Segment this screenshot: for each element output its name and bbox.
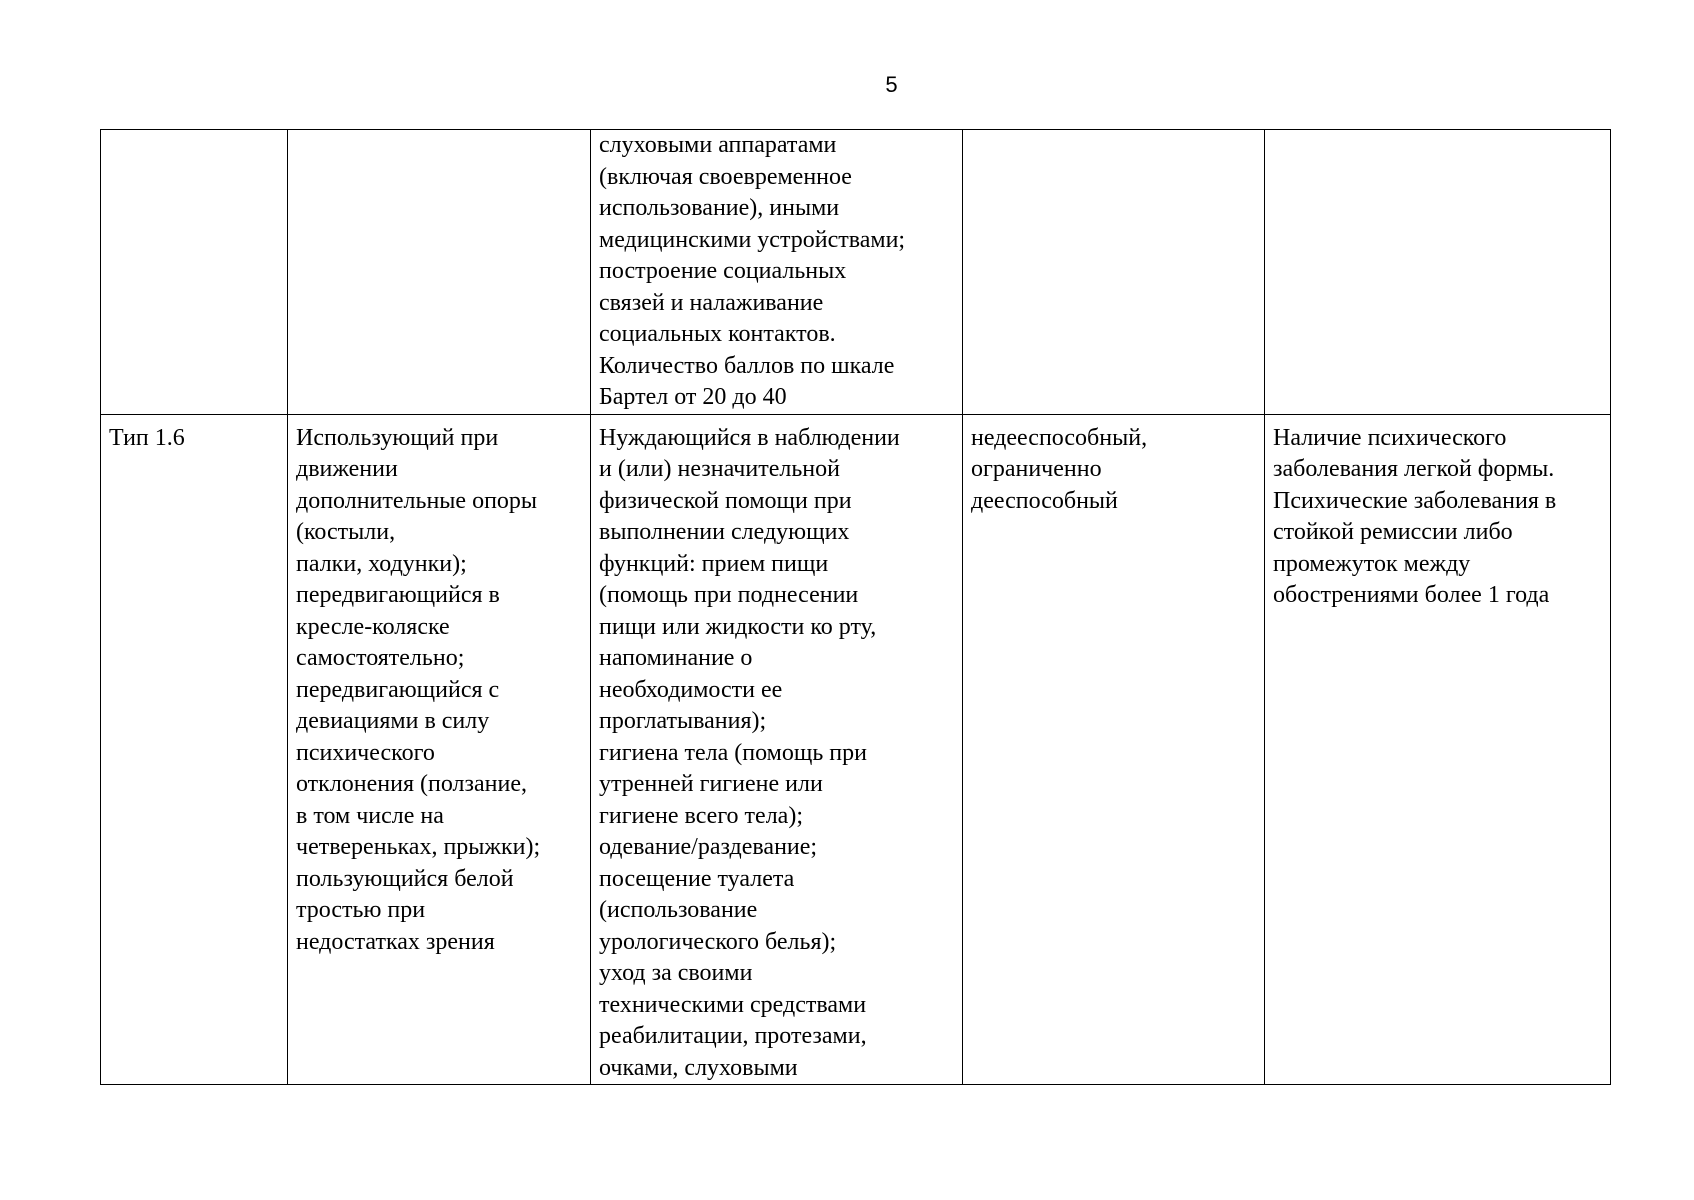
table-row-type-1-6: [101, 414, 1611, 1085]
page-number: 5: [885, 72, 898, 97]
table-row-continued: [101, 130, 1611, 415]
cell-type: [101, 130, 288, 415]
cell-type: Тип 1.6: [101, 414, 288, 1085]
cell-mental: Наличие психического заболевания легкой формы. Психические заболевания в стойкой ремиссии либо промежуток между обострениями более 1 года: [1265, 414, 1611, 1085]
cell-needs: Нуждающийся в наблюдении и (или) незначительной физической помощи при выполнении следующих функций: прием пищи (помощь при поднесении пищи или жидкости ко рту, напоминание о необходимости ее проглатывания); гигиена тела (помощь при утренней гигиене или гигиене всего тела); одевание/раздевание; посещение туалета (использование урологического белья); уход за своими техническими средствами реабилитации, протезами, очками, слуховыми: [591, 414, 963, 1085]
classification-table: [100, 129, 1611, 1085]
cell-mental: [1265, 130, 1611, 415]
cell-needs: слуховыми аппаратами (включая своевременное использование), иными медицинскими устройствами; построение социальных связей и налаживание социальных контактов. Количество баллов по шкале Бартел от 20 до 40: [591, 130, 963, 415]
cell-capacity: недееспособный, ограниченно дееспособный: [963, 414, 1265, 1085]
cell-capacity: [963, 130, 1265, 415]
cell-movement: [288, 130, 591, 415]
cell-movement: Использующий при движении дополнительные опоры (костыли, палки, ходунки); передвигающийся в кресле-коляске самостоятельно; передвигающийся с девиациями в силу психического отклонения (ползание, в том числе на четвереньках, прыжки); пользующийся белой тростью при недостатках зрения: [288, 414, 591, 1085]
